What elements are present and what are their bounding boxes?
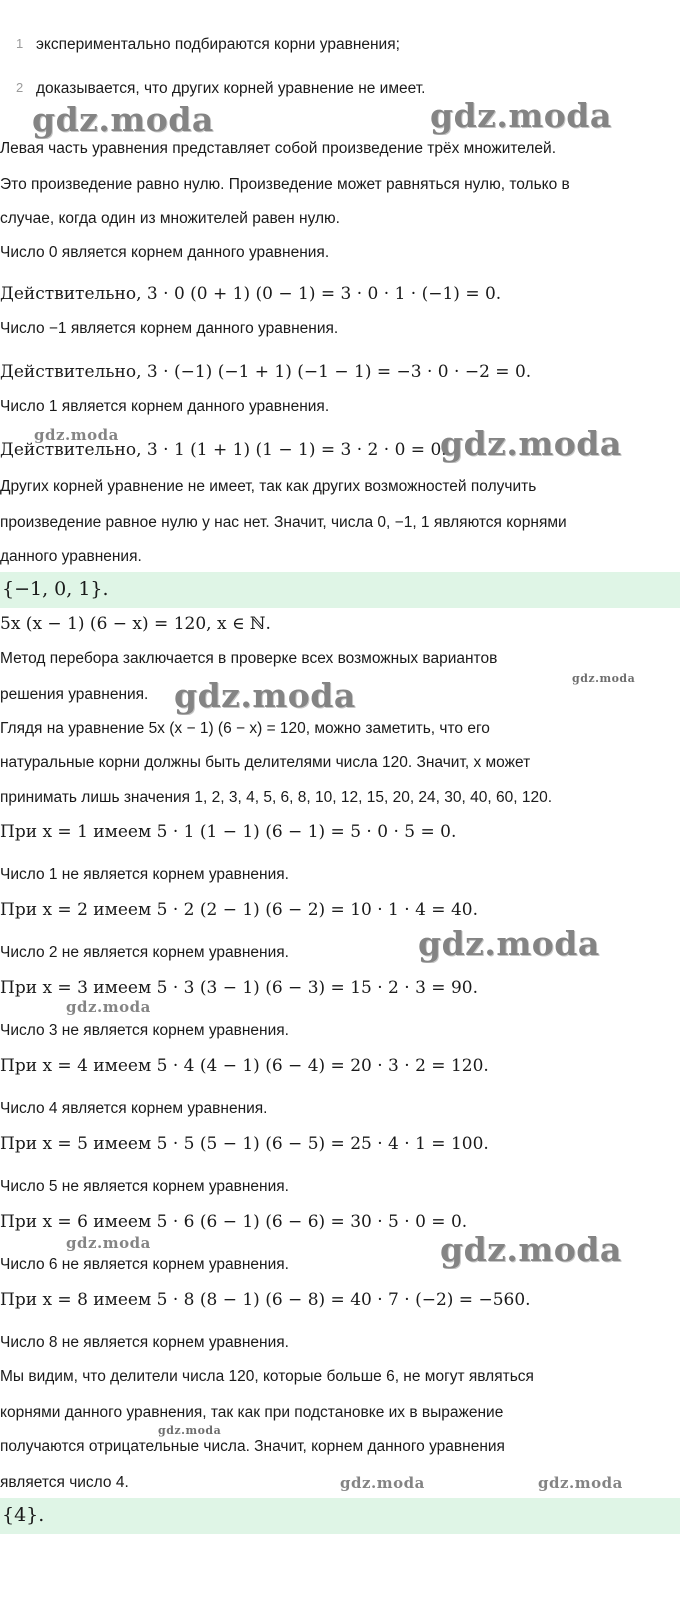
text-line: Число 3 не является корнем уравнения.: [0, 1022, 289, 1039]
equation-line: При x = 2 имеем 5 · 2 (2 − 1) (6 − 2) = 10 · 1 · 4 = 40.: [0, 900, 478, 920]
watermark: gdz.moda: [572, 672, 636, 685]
text-line: Число −1 является корнем данного уравнения.: [0, 320, 339, 337]
watermark: gdz.moda: [66, 998, 151, 1016]
equation-line: При x = 4 имеем 5 · 4 (4 − 1) (6 − 4) = 20 · 3 · 2 = 120.: [0, 1056, 489, 1076]
watermark: gdz.moda: [174, 676, 356, 715]
text-line: получаются отрицательные числа. Значит, корнем данного уравнения: [0, 1438, 505, 1455]
text-line: произведение равное нулю у нас нет. Значит, числа 0, −1, 1 являются корнями: [0, 514, 567, 531]
watermark: gdz.moda: [538, 1474, 623, 1492]
text-line: является число 4.: [0, 1474, 129, 1491]
text-line: принимать лишь значения 1, 2, 3, 4, 5, 6, 8, 10, 12, 15, 20, 24, 30, 40, 60, 120.: [0, 789, 553, 806]
text-line: Мы видим, что делители числа 120, которые больше 6, не могут являться: [0, 1368, 534, 1385]
watermark: gdz.moda: [158, 1424, 222, 1437]
watermark: gdz.moda: [430, 96, 612, 135]
equation-line: При x = 5 имеем 5 · 5 (5 − 1) (6 − 5) = 25 · 4 · 1 = 100.: [0, 1134, 489, 1154]
list-number: 2: [16, 80, 24, 95]
text-line: Число 6 не является корнем уравнения.: [0, 1256, 289, 1273]
text-line: Число 1 не является корнем уравнения.: [0, 866, 289, 883]
list-text: экспериментально подбираются корни уравнения;: [36, 36, 400, 53]
watermark: gdz.moda: [440, 1230, 622, 1269]
watermark: gdz.moda: [418, 924, 600, 963]
watermark: gdz.moda: [340, 1474, 425, 1492]
text-line: решения уравнения.: [0, 686, 149, 703]
text-line: корнями данного уравнения, так как при подстановке их в выражение: [0, 1404, 504, 1421]
text-line: Число 4 является корнем уравнения.: [0, 1100, 268, 1117]
list-number: 1: [16, 36, 24, 51]
text-line: натуральные корни должны быть делителями числа 120. Значит, x может: [0, 754, 531, 771]
answer-box: [0, 1498, 680, 1534]
equation-line: Действительно, 3 · 1 (1 + 1) (1 − 1) = 3 · 2 · 0 = 0.: [0, 440, 447, 460]
text-line: случае, когда один из множителей равен нулю.: [0, 210, 340, 227]
text-line: Левая часть уравнения представляет собой произведение трёх множителей.: [0, 140, 557, 157]
equation-line: При x = 6 имеем 5 · 6 (6 − 1) (6 − 6) = 30 · 5 · 0 = 0.: [0, 1212, 468, 1232]
equation-line: Действительно, 3 · (−1) (−1 + 1) (−1 − 1) = −3 · 0 · −2 = 0.: [0, 362, 532, 382]
text-line: данного уравнения.: [0, 548, 142, 565]
text-line: Других корней уравнение не имеет, так как других возможностей получить: [0, 478, 537, 495]
watermark: gdz.moda: [440, 424, 622, 463]
answer-text: {4}.: [2, 1504, 45, 1526]
text-line: Это произведение равно нулю. Произведение может равняться нулю, только в: [0, 176, 570, 193]
answer-box: [0, 572, 680, 608]
equation-line: При x = 8 имеем 5 · 8 (8 − 1) (6 − 8) = 40 · 7 · (−2) = −560.: [0, 1290, 531, 1310]
text-line: Число 8 не является корнем уравнения.: [0, 1334, 289, 1351]
problem-statement: 5x (x − 1) (6 − x) = 120, x ∈ ℕ.: [0, 614, 271, 634]
text-line: Число 1 является корнем данного уравнения.: [0, 398, 330, 415]
text-line: Число 5 не является корнем уравнения.: [0, 1178, 289, 1195]
answer-text: {−1, 0, 1}.: [2, 578, 109, 600]
text-line: Число 2 не является корнем уравнения.: [0, 944, 289, 961]
equation-line: Действительно, 3 · 0 (0 + 1) (0 − 1) = 3 · 0 · 1 · (−1) = 0.: [0, 284, 502, 304]
text-line: Число 0 является корнем данного уравнения.: [0, 244, 330, 261]
text-line: Метод перебора заключается в проверке всех возможных вариантов: [0, 650, 498, 667]
text-line: Глядя на уравнение 5x (x − 1) (6 − x) = 120, можно заметить, что его: [0, 720, 490, 737]
list-text: доказывается, что других корней уравнение не имеет.: [36, 80, 426, 97]
equation-line: При x = 1 имеем 5 · 1 (1 − 1) (6 − 1) = 5 · 0 · 5 = 0.: [0, 822, 457, 842]
watermark: gdz.moda: [34, 426, 119, 444]
equation-line: При x = 3 имеем 5 · 3 (3 − 1) (6 − 3) = 15 · 2 · 3 = 90.: [0, 978, 478, 998]
clipped-top-text: [0, 0, 680, 6]
watermark: gdz.moda: [66, 1234, 151, 1252]
watermark: gdz.moda: [32, 100, 214, 139]
